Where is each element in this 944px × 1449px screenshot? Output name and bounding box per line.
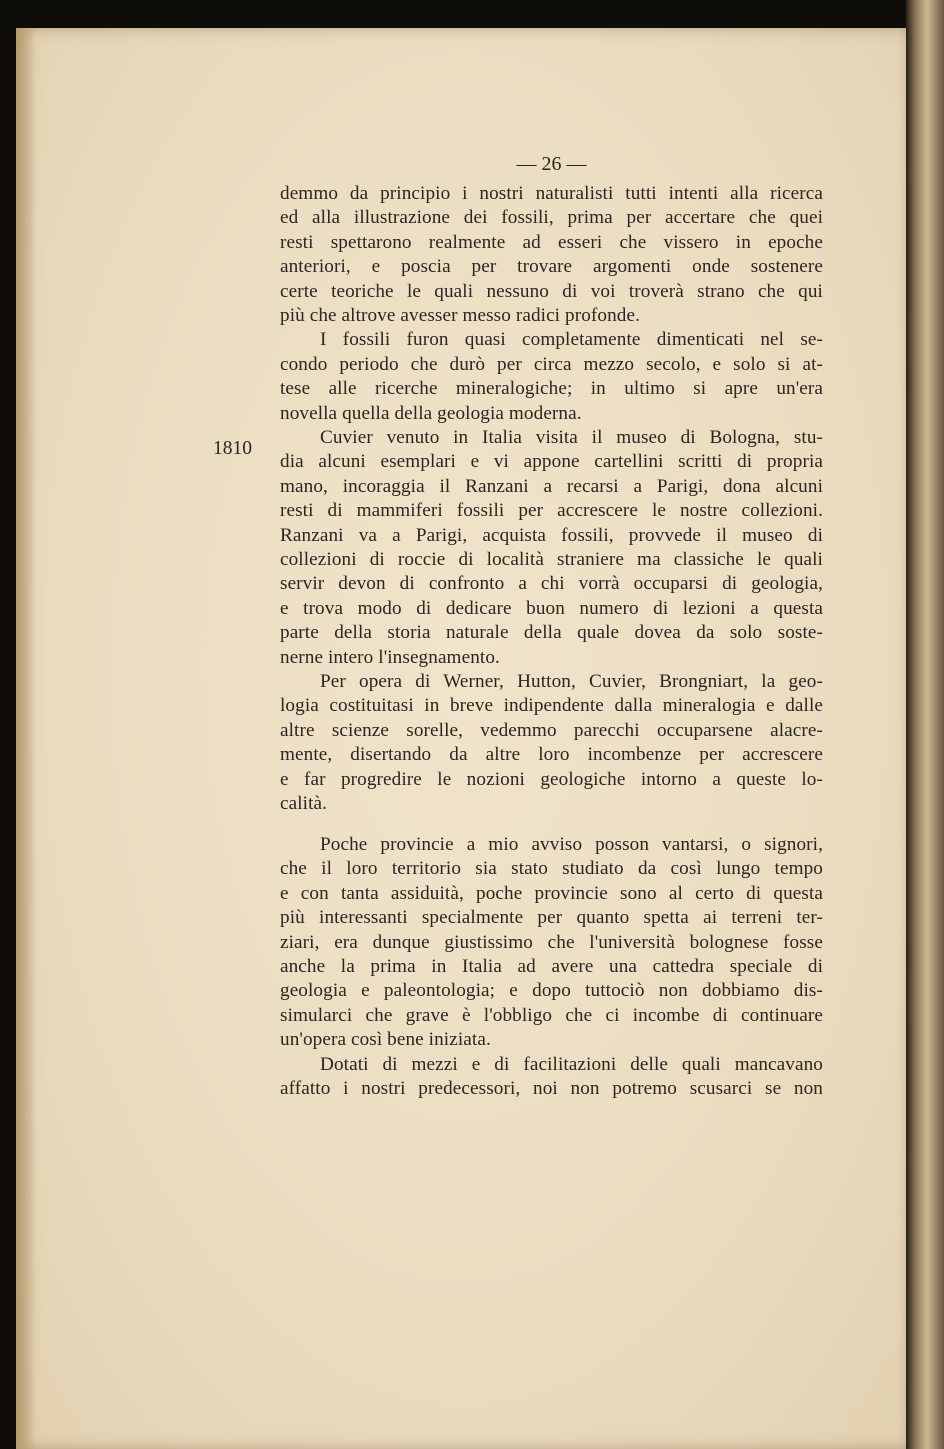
margin-year-note: 1810 [213,438,252,459]
text-line: un'opera così bene iniziata. [280,1029,491,1051]
text-line: Cuvier venuto in Italia visita il museo di Bologna, stu- [320,427,823,448]
text-line: affatto i nostri predecessori, noi non potremo scusarci se non [280,1078,823,1099]
text-line: mano, incoraggia il Ranzani a recarsi a Parigi, dona alcuni [280,475,823,497]
text-line: tese alle ricerche mineralogiche; in ultimo si apre un'era [280,378,823,400]
text-line: resti spettarono realmente ad esseri che vissero in epoche [280,231,823,253]
text-line: resti di mammiferi fossili per accrescere le nostre collezioni. [280,500,823,522]
text-line: più che altrove avesser messo radici profonde. [280,305,640,326]
text-line: novella quella della geologia moderna. [280,402,582,424]
text-line: e trova modo di dedicare buon numero di lezioni a questa [280,597,823,619]
text-line: e far progredire le nozioni geologiche intorno a queste lo- [280,768,823,790]
text-line: e con tanta assiduità, poche provincie sono al certo di questa [280,882,823,904]
text-line: Per opera di Werner, Hutton, Cuvier, Brongniart, la geo- [320,671,823,692]
text-line: anche la prima in Italia ad avere una cattedra speciale di [280,956,823,977]
text-line: I fossili furon quasi completamente dimenticati nel se- [320,329,823,351]
text-line: più interessanti specialmente per quanto spetta ai terreni ter- [280,907,823,929]
book-spine [906,0,944,1449]
text-line: calità. [280,793,328,814]
text-line: che il loro territorio sia stato studiato da così lungo tempo [280,858,823,880]
text-line: simularci che grave è l'obbligo che ci incombe di continuare [280,1004,823,1026]
text-line: dia alcuni esemplari e vi appone cartellini scritti di propria [280,451,823,473]
text-line: Dotati di mezzi e di facilitazioni delle quali mancavano [320,1053,823,1075]
page-number: — 26 — [516,153,587,175]
text-line: collezioni di roccie di località straniere ma classiche le quali [280,549,823,570]
text-line: anteriori, e poscia per trovare argomenti onde sostenere [280,256,823,278]
text-line: ziari, era dunque giustissimo che l'università bolognese fosse [280,931,823,953]
text-line: condo periodo che durò per circa mezzo secolo, e solo si at- [280,353,823,375]
text-line: altre scienze sorelle, vedemmo parecchi occuparsene alacre- [280,719,823,741]
text-line: ed alla illustrazione dei fossili, prima per accertare che quei [280,207,823,229]
text-line: geologia e paleontologia; e dopo tuttociò non dobbiamo dis- [280,980,823,1002]
text-line: servir devon di confronto a chi vorrà occuparsi di geologia, [280,573,823,595]
text-line: mente, disertando da altre loro incombenze per accrescere [280,744,823,766]
text-line: Ranzani va a Parigi, acquista fossili, provvede il museo di [280,524,823,546]
text-line: logia costituitasi in breve indipendente dalla mineralogia e dalle [280,695,823,717]
text-line: nerne intero l'insegnamento. [280,646,500,668]
text-line: certe teoriche le quali nessuno di voi troverà strano che qui [280,280,823,302]
text-line: parte della storia naturale della quale dovea da solo soste- [280,622,823,644]
text-line: demmo da principio i nostri naturalisti tutti intenti alla ricerca [280,183,823,204]
text-line: Poche provincie a mio avviso posson vantarsi, o signori, [320,834,823,855]
page-edge [16,28,36,1449]
